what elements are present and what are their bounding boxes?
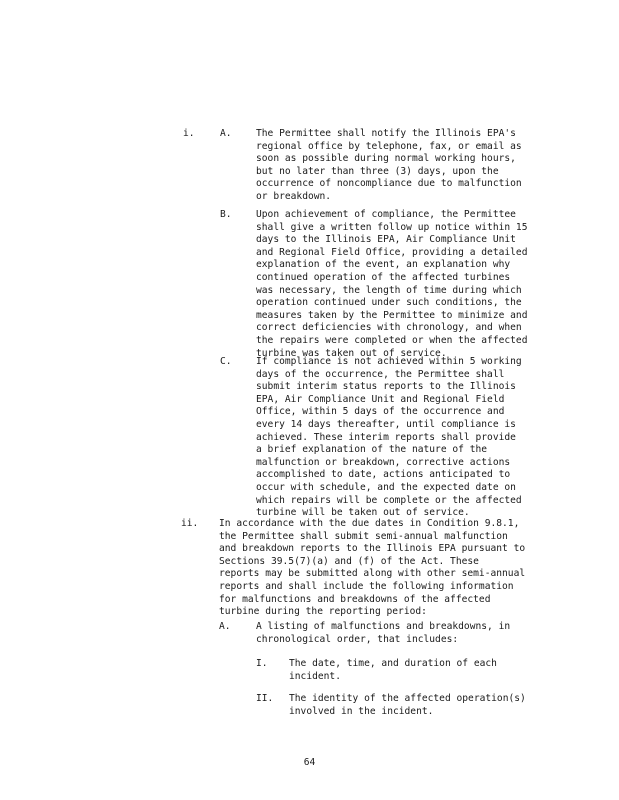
text-line: operation continued under such conditions, the <box>256 297 522 309</box>
text-line: Sections 39.5(7)(a) and (f) of the Act. These <box>219 555 479 567</box>
text-line: EPA, Air Compliance Unit and Regional Field <box>256 393 505 405</box>
text-line: involved in the incident. <box>289 705 434 717</box>
text-line: a brief explanation of the nature of the <box>256 444 488 456</box>
text-line: chronological order, that includes: <box>256 633 459 645</box>
text-line: A listing of malfunctions and breakdowns, in <box>256 621 511 632</box>
text-line: In accordance with the due dates in Condition 9.8.1, <box>219 518 520 529</box>
item-marker: B. <box>220 209 232 220</box>
text-line: explanation of the event, an explanation why <box>256 259 511 271</box>
text-line: days to the Illinois EPA, Air Compliance Unit <box>256 234 516 246</box>
paragraph-ii-a-i <box>289 658 497 683</box>
text-line: Office, within 5 days of the occurrence and <box>256 406 505 418</box>
paragraph-ii <box>219 518 525 619</box>
text-line: The Permittee shall notify the Illinois EPA's <box>256 128 516 139</box>
item-marker: C. <box>220 356 232 367</box>
paragraph-i-b <box>256 209 527 360</box>
paragraph-i-a <box>256 128 522 204</box>
paragraph-i-c <box>256 356 522 520</box>
text-line: turbine during the reporting period: <box>219 606 427 618</box>
text-line: shall give a written follow up notice within 15 <box>256 221 528 233</box>
page-number: 64 <box>303 757 316 768</box>
text-line: turbine will be taken out of service. <box>256 507 470 519</box>
text-line: continued operation of the affected turbines <box>256 271 511 283</box>
text-line: days of the occurrence, the Permittee shall <box>256 368 505 380</box>
paragraph-ii-a-ii <box>289 693 526 718</box>
text-line: regional office by telephone, fax, or email as <box>256 140 522 152</box>
text-line: reports and shall include the following information <box>219 580 514 592</box>
text-line: soon as possible during normal working hours, <box>256 153 516 165</box>
section-marker: ii. <box>181 518 199 529</box>
subitem-marker: I. <box>256 658 268 669</box>
text-line: Upon achievement of compliance, the Permittee <box>256 209 516 220</box>
paragraph-ii-a <box>256 621 510 646</box>
text-line: measures taken by the Permittee to minimize and <box>256 309 528 321</box>
text-line: the Permittee shall submit semi-annual malfunction <box>219 530 508 542</box>
text-line: for malfunctions and breakdowns of the affected <box>219 593 491 605</box>
text-line: but no later than three (3) days, upon the <box>256 165 499 177</box>
text-line: and Regional Field Office, providing a detailed <box>256 246 528 258</box>
text-line: the repairs were completed or when the affected <box>256 334 528 346</box>
text-line: accomplished to date, actions anticipated to <box>256 469 511 481</box>
text-line: which repairs will be complete or the affected <box>256 494 522 506</box>
text-line: The date, time, and duration of each <box>289 658 497 669</box>
text-line: correct deficiencies with chronology, and when <box>256 322 522 334</box>
text-line: or breakdown. <box>256 190 332 202</box>
text-line: If compliance is not achieved within 5 working <box>256 356 522 367</box>
text-line: submit interim status reports to the Illinois <box>256 381 516 393</box>
text-line: occurrence of noncompliance due to malfunction <box>256 178 522 190</box>
text-line: was necessary, the length of time during which <box>256 284 522 296</box>
text-line: and breakdown reports to the Illinois EPA pursuant to <box>219 543 526 555</box>
text-line: malfunction or breakdown, corrective actions <box>256 456 511 468</box>
item-marker: A. <box>220 128 232 139</box>
text-line: achieved. These interim reports shall provide <box>256 431 516 443</box>
text-line: occur with schedule, and the expected date on <box>256 481 516 493</box>
section-marker: i. <box>183 128 195 139</box>
text-line: every 14 days thereafter, until compliance is <box>256 418 516 430</box>
text-line: The identity of the affected operation(s) <box>289 693 526 704</box>
subitem-marker: II. <box>256 693 274 704</box>
text-line: reports may be submitted along with other semi-annual <box>219 568 526 580</box>
text-line: incident. <box>289 670 341 682</box>
text-line: turbine was taken out of service. <box>256 347 447 359</box>
item-marker: A. <box>219 621 231 632</box>
